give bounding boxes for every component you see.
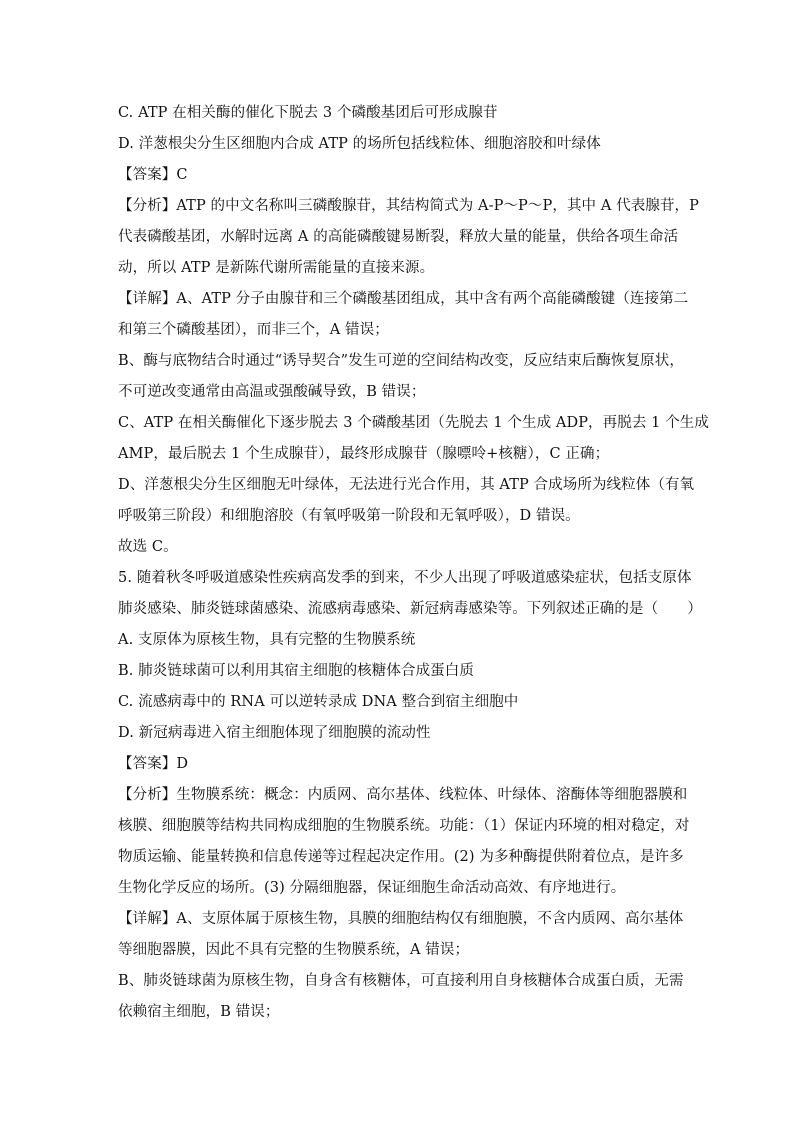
question-line: 肺炎感染、肺炎链球菌感染、流感病毒感染、新冠病毒感染等。下列叙述正确的是（ ） [118,601,702,617]
option-d-line: D. 洋葱根尖分生区细胞内合成 ATP 的场所包括线粒体、细胞溶胶和叶绿体 [118,136,601,152]
option-d-line: D. 新冠病毒进入宿主细胞体现了细胞膜的流动性 [118,725,431,741]
explanation-line: D、洋葱根尖分生区细胞无叶绿体，无法进行光合作用，其 ATP 合成场所为线粒体（有氧 [118,477,695,493]
explanation-line: 【详解】A、ATP 分子由腺苷和三个磷酸基团组成，其中含有两个高能磷酸键（连接第二 [118,291,689,307]
option-a-line: A. 支原体为原核生物，具有完整的生物膜系统 [118,632,416,648]
explanation-line: 呼吸第三阶段）和细胞溶胶（有氧呼吸第一阶段和无氧呼吸），D 错误。 [118,508,580,524]
conclusion-line: 故选 C。 [118,539,178,555]
question-line: 5. 随着秋冬呼吸道感染性疾病高发季的到来，不少人出现了呼吸道感染症状，包括支原体 [118,570,692,586]
explanation-line: B、酶与底物结合时通过“诱导契合”发生可逆的空间结构改变，反应结束后酶恢复原状， [118,353,684,369]
explanation-line: 【详解】A、支原体属于原核生物，具膜的细胞结构仅有细胞膜，不含内质网、高尔基体 [118,911,684,927]
answer-line: 【答案】D [118,756,189,772]
explanation-line: 依赖宿主细胞，B 错误； [118,1004,280,1020]
analysis-line: 核膜、细胞膜等结构共同构成细胞的生物膜系统。功能：（1）保证内环境的相对稳定，对 [118,818,690,834]
explanation-line: 和第三个磷酸基团），而非三个，A 错误； [118,322,389,338]
analysis-line: 动，所以 ATP 是新陈代谢所需能量的直接来源。 [118,260,435,276]
analysis-line: 【分析】ATP 的中文名称叫三磷酸腺苷，其结构简式为 A-P～P～P，其中 A 代表腺苷，P [118,198,700,214]
explanation-line: C、ATP 在相关酶催化下逐步脱去 3 个磷酸基团（先脱去 1 个生成 ADP，再脱去 1 个生成 [118,415,709,431]
explanation-line: 等细胞器膜，因此不具有完整的生物膜系统，A 错误； [118,942,470,958]
option-c-line: C. 流感病毒中的 RNA 可以逆转录成 DNA 整合到宿主细胞中 [118,694,519,710]
explanation-line: AMP，最后脱去 1 个生成腺苷），最终形成腺苷（腺嘌呤+核糖），C 正确； [118,446,610,462]
option-c-line: C. ATP 在相关酶的催化下脱去 3 个磷酸基团后可形成腺苷 [118,105,498,121]
explanation-line: 不可逆改变通常由高温或强酸碱导致，B 错误； [118,384,426,400]
analysis-line: 物质运输、能量转换和信息传递等过程起决定作用。(2) 为多种酶提供附着位点，是许多 [118,849,684,865]
analysis-line: 生物化学反应的场所。(3) 分隔细胞器，保证细胞生命活动高效、有序地进行。 [118,880,626,896]
answer-line: 【答案】C [118,167,188,183]
analysis-line: 代表磷酸基团，水解时远离 A 的高能磷酸键易断裂，释放大量的能量，供给各项生命活 [118,229,679,245]
analysis-line: 【分析】生物膜系统：概念：内质网、高尔基体、线粒体、叶绿体、溶酶体等细胞器膜和 [118,787,688,803]
explanation-line: B、肺炎链球菌为原核生物，自身含有核糖体，可直接利用自身核糖体合成蛋白质，无需 [118,973,684,989]
option-b-line: B. 肺炎链球菌可以利用其宿主细胞的核糖体合成蛋白质 [118,663,474,679]
